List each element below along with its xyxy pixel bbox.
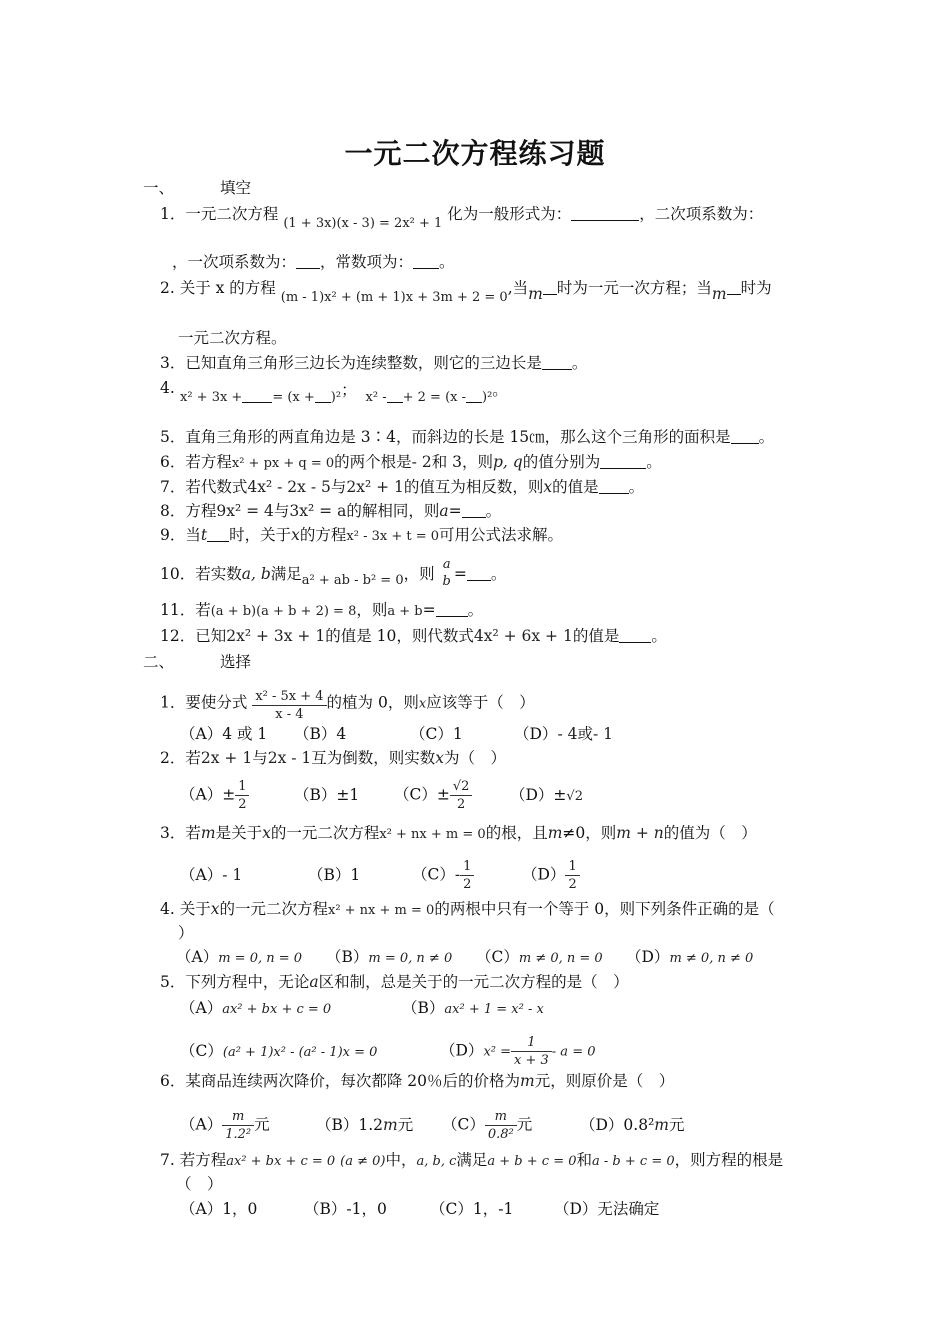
question-text: 的值为（ ） [663, 824, 757, 842]
option-a[interactable]: （A）1，0 [180, 1200, 258, 1218]
question-text: 的值是 10，则代数式 [325, 627, 474, 645]
expression: 4x² + 6x + 1 [473, 627, 573, 645]
equation: a² + ab - b² = 0 [301, 573, 404, 588]
equation: x² + px + q = 0 [231, 456, 335, 471]
question-text: ，则 [403, 565, 435, 583]
question-text: 11．若 [160, 601, 211, 619]
question-text: 元，则原价是（ ） [534, 1072, 675, 1090]
equation-part: = (x + [272, 390, 315, 405]
equation: x² - 3x + t = 0 [346, 529, 440, 544]
question-text: 中， [385, 1151, 417, 1169]
fill-question-3 [160, 353, 587, 373]
variable: m [200, 824, 216, 842]
question-text: ≠0，则 [562, 824, 617, 842]
fill-question-1 [160, 204, 764, 231]
answer-blank[interactable] [462, 502, 486, 518]
choice-question-7-cont: （ ） [176, 1175, 223, 1193]
equation-part: )² [482, 390, 493, 405]
fill-question-6 [160, 452, 662, 474]
option-label: （B）1.2 [316, 1115, 384, 1134]
option-label: （A） [176, 948, 219, 966]
option-d[interactable] [514, 724, 613, 744]
denominator: 2 [238, 797, 247, 812]
equation: x² + nx + m = 0 [327, 903, 435, 918]
question-text: 6．若方程 [160, 453, 232, 471]
equation: 9x² = 4 [216, 502, 274, 520]
question-text: 7．若代数式 [160, 478, 248, 496]
equation-part: x² = [483, 1044, 512, 1060]
punctuation: 。 [651, 627, 667, 645]
option-c[interactable] [180, 1041, 440, 1063]
fill-question-4-equations [180, 381, 508, 408]
variable: m [520, 1072, 535, 1090]
choice-question-5 [160, 972, 629, 992]
fraction [485, 1108, 517, 1143]
question-text: 5．直角三角形的两直角边是 3∶4，而斜边的长是 15㎝，那么这个三角形的面积是 [160, 428, 731, 446]
value: √2 [566, 788, 583, 804]
question-text: 3．若 [160, 824, 201, 842]
option-label: （D） [440, 1041, 484, 1060]
option-b[interactable]: （B）±1 [294, 785, 360, 804]
condition: (a ≠ 0) [340, 1154, 386, 1169]
question-text: 的两根中只有一个等于 0，则下列条件正确的是（ [434, 900, 775, 918]
option-c[interactable]: （C）1，-1 [430, 1200, 514, 1218]
punctuation: ； [341, 381, 357, 399]
question-text: = [453, 565, 467, 583]
numerator: a [442, 557, 451, 572]
section-choice-heading [143, 652, 251, 672]
option-label: （B） [402, 999, 445, 1017]
option-d[interactable] [626, 947, 753, 969]
denominator: x + 3 [514, 1053, 549, 1068]
equation: a + b + c = 0 [487, 1154, 577, 1169]
expression: 2x - 1 [267, 749, 312, 767]
unit: 元 [669, 1115, 685, 1134]
question-text: 化为一般形式为： [447, 205, 572, 223]
option-label: （A） [180, 999, 223, 1017]
fraction [565, 858, 579, 893]
option-c[interactable] [394, 778, 510, 813]
question-text: 9．当 [160, 526, 201, 544]
question-text: 8．方程 [160, 502, 217, 520]
choice-question-7 [160, 1150, 783, 1172]
choice-5-options-row2 [180, 1034, 596, 1069]
variable: x [210, 900, 220, 918]
answer-blank[interactable] [436, 601, 468, 617]
variable: x [543, 478, 553, 496]
option-a[interactable] [176, 947, 326, 969]
punctuation: 。 [439, 253, 455, 271]
choice-2-options [180, 778, 583, 813]
section-number: 二、 [143, 653, 175, 671]
option-c[interactable] [476, 947, 626, 969]
expression: m + n [616, 824, 664, 842]
fraction-a-over-b [440, 556, 454, 590]
fill-question-7 [160, 477, 644, 497]
numerator: 1 [460, 858, 474, 876]
option-d[interactable] [522, 858, 580, 893]
fill-question-12 [160, 626, 667, 646]
question-text: 5．下列方程中，无论 [160, 973, 310, 991]
answer-blank[interactable] [599, 478, 629, 494]
variable: m [547, 824, 563, 842]
choice-question-3 [160, 823, 757, 845]
expression: 2x² + 3x + 1 [226, 627, 326, 645]
question-text: 为（ ） [444, 749, 507, 767]
question-text: 的两个根是 [334, 453, 412, 471]
answer-blank[interactable] [466, 387, 482, 403]
punctuation: 。 [490, 565, 507, 583]
unit: 元 [516, 1115, 533, 1134]
section-label: 填空 [220, 179, 252, 197]
equation: (m - 1)x² + (m + 1)x + 3m + 2 = 0 [280, 290, 508, 305]
answer-blank[interactable] [600, 453, 646, 469]
question-text: ，二次项系数为： [639, 205, 764, 223]
question-text: 是关于 [215, 824, 263, 842]
variable: m [528, 285, 543, 303]
fill-question-5 [160, 427, 774, 447]
choice-1-options [180, 724, 613, 744]
question-text: 满足 [456, 1151, 488, 1169]
option-c[interactable] [442, 1108, 580, 1143]
question-text: 的值是 [552, 478, 599, 496]
variable: a [439, 502, 449, 520]
option-label: （B） [326, 948, 369, 966]
choice-4-options [176, 947, 753, 969]
question-text: 的值是 [572, 627, 620, 645]
fraction [450, 778, 473, 813]
option-label: （D） [522, 865, 566, 884]
option-label: （D）0.8² [580, 1115, 655, 1134]
option-label: （C） [412, 865, 455, 884]
question-text: ，一次项系数为： [172, 253, 297, 271]
equation: ax² + bx + c = 0 [222, 1002, 332, 1017]
question-text: 区和制，总是关于的一元二次方程的是（ ） [318, 973, 629, 991]
denominator: 2 [463, 877, 472, 892]
question-text: ，常数项为： [320, 253, 414, 271]
expression: 2x + 1 [200, 749, 253, 767]
unit: 元 [254, 1115, 270, 1134]
choice-7-options [180, 1199, 659, 1219]
denominator: 2 [568, 877, 577, 892]
variable: x [418, 696, 427, 712]
question-text: 的解相同，则 [346, 502, 440, 520]
question-number: 4. [160, 379, 175, 397]
question-text: 可用公式法求解。 [439, 526, 564, 544]
numerator: 1 [565, 858, 579, 876]
answer-blank[interactable] [543, 279, 557, 295]
fraction [252, 688, 326, 723]
question-text: 应该等于（ ） [426, 693, 535, 712]
value: - 1 [222, 865, 243, 884]
value: - 1 [592, 725, 614, 743]
answer-blank[interactable] [413, 253, 439, 269]
question-text: 2．若 [160, 749, 201, 767]
option-c[interactable] [412, 858, 522, 893]
question-text: ,当 [507, 279, 529, 297]
denominator: 0.8² [487, 1127, 514, 1142]
equation-part: - a = 0 [551, 1044, 596, 1060]
numerator: m [222, 1108, 254, 1126]
answer-blank[interactable] [242, 387, 272, 403]
question-text: = [422, 601, 436, 619]
option-b[interactable] [326, 947, 476, 969]
punctuation: 。 [485, 502, 502, 520]
page-title: 一元二次方程练习题 [344, 137, 606, 170]
denominator: b [442, 574, 451, 589]
question-text: = [448, 502, 462, 520]
answer-blank[interactable] [542, 354, 572, 370]
answer-blank[interactable] [296, 253, 320, 269]
question-text: 的方程 [299, 526, 347, 544]
question-text: 3．已知直角三角形三边长为连续整数，则它的三边长是 [160, 354, 542, 372]
numerator: 1 [235, 778, 249, 796]
question-text: 4. 关于 [160, 900, 211, 918]
equation: ax² + 1 = x² - x [444, 1002, 544, 1017]
choice-question-4-cont: ） [178, 924, 194, 942]
fill-question-11 [160, 600, 483, 622]
option-b[interactable] [402, 998, 544, 1020]
question-text: 或 [577, 725, 593, 743]
fraction [511, 1034, 552, 1069]
numerator: √2 [450, 778, 473, 796]
variable: x [435, 749, 445, 767]
question-text: 和 3，则 [431, 453, 493, 471]
answer-blank[interactable] [731, 428, 759, 444]
option-label: （C） [180, 1041, 223, 1060]
choice-question-4 [160, 899, 775, 921]
numerator: m [485, 1108, 517, 1126]
question-text: 与 [330, 478, 347, 496]
equation: (1 + 3x)(x - 3) = 2x² + 1 [283, 216, 443, 231]
option-label: （A） [180, 1115, 223, 1134]
question-text: 的根，且 [485, 824, 548, 842]
equation: a - b + c = 0 [592, 1154, 675, 1169]
question-text: 时为一元一次方程；当 [556, 279, 712, 297]
choice-question-1 [160, 686, 535, 721]
option-label: （C） [442, 1115, 485, 1134]
denominator: x - 4 [275, 707, 304, 722]
option-b[interactable]: （B）-1，0 [304, 1200, 387, 1218]
question-text: 与 [273, 502, 290, 520]
fill-question-8 [160, 501, 501, 521]
variable: m [383, 1115, 398, 1134]
variables: a, b, c [416, 1154, 457, 1169]
expression: 4x² - 2x - 5 [247, 478, 331, 496]
option-b[interactable] [316, 1115, 442, 1135]
question-text: ，则方程的根是 [674, 1151, 784, 1169]
fill-question-10 [160, 558, 506, 592]
question-text: 的一元二次方程 [270, 824, 380, 842]
condition: m = 0, n ≠ 0 [368, 951, 453, 966]
option-label: （A） [180, 865, 223, 884]
equation: (a + b)(a + b + 2) = 8 [210, 604, 357, 619]
condition: m ≠ 0, n = 0 [518, 951, 603, 966]
condition: m = 0, n = 0 [218, 951, 303, 966]
question-text: 的值互为相反数，则 [403, 478, 544, 496]
choice-6-options [180, 1108, 685, 1143]
option-a[interactable] [180, 778, 294, 813]
variable: x [262, 824, 271, 842]
numerator: x² - 5x + 4 [252, 688, 326, 706]
punctuation: 。 [571, 354, 588, 372]
option-label: （C） [476, 948, 519, 966]
fraction [222, 1108, 254, 1143]
denominator: 1.2² [225, 1127, 252, 1142]
answer-blank[interactable] [207, 526, 229, 542]
option-label: （D）± [510, 785, 567, 804]
option-b[interactable]: （B）1 [308, 865, 361, 884]
option-label: （D） [514, 725, 558, 743]
fraction [235, 778, 249, 813]
question-text: 互为倒数，则实数 [311, 749, 436, 767]
unit: 元 [397, 1115, 414, 1134]
question-text: 12．已知 [160, 627, 227, 645]
numerator: 1 [511, 1034, 552, 1052]
section-label: 选择 [220, 653, 252, 671]
fill-question-4 [160, 378, 175, 398]
question-text: 满足 [270, 565, 302, 583]
option-d[interactable] [580, 1115, 685, 1135]
fill-question-2-cont: 一元二次方程。 [178, 329, 287, 347]
variable: x [291, 526, 300, 544]
question-text: 1．一元二次方程 [160, 205, 279, 223]
minus-sign: - [454, 865, 461, 884]
question-text: ，则 [356, 601, 388, 619]
choice-question-6 [160, 1071, 674, 1091]
option-b[interactable]: （B）4 [294, 725, 347, 743]
equation: 3x² = a [289, 502, 347, 520]
variables: a, b [241, 565, 271, 583]
fill-question-1-cont [172, 252, 455, 272]
answer-blank[interactable] [315, 387, 331, 403]
equation-part: x² + 3x + [180, 390, 243, 405]
expression: a + b [387, 604, 423, 619]
variables: p, q [492, 453, 523, 471]
question-text: 和 [576, 1151, 593, 1169]
option-a[interactable] [180, 1108, 316, 1143]
punctuation: 。 [492, 381, 508, 399]
question-text: 时，关于 [229, 526, 292, 544]
choice-5-options-row1 [180, 998, 544, 1020]
fill-question-9 [160, 525, 563, 547]
option-label: （C）± [394, 785, 450, 804]
option-d[interactable] [510, 785, 583, 807]
question-text: 10．若实数 [160, 565, 242, 583]
option-a[interactable] [180, 998, 402, 1020]
choice-question-2 [160, 748, 506, 768]
value: - 2 [411, 453, 432, 471]
denominator: 2 [457, 797, 466, 812]
option-a[interactable] [180, 865, 308, 885]
fill-question-2 [160, 278, 772, 305]
variable: t [200, 526, 208, 544]
option-label: （D） [626, 948, 670, 966]
option-a[interactable]: （A）4 或 1 [180, 725, 268, 743]
choice-3-options [180, 858, 580, 893]
equation: (a² + 1)x² - (a² - 1)x = 0 [222, 1044, 378, 1060]
equation-part: x² - [365, 390, 387, 405]
condition: m ≠ 0, n ≠ 0 [669, 951, 754, 966]
answer-blank[interactable] [467, 565, 491, 581]
question-text: 2. 关于 x 的方程 [160, 279, 276, 297]
equation-part: + 2 = (x - [402, 390, 466, 405]
option-label: （A）± [180, 785, 236, 804]
variable: a [309, 973, 319, 991]
answer-blank[interactable] [619, 627, 651, 643]
option-d[interactable]: （D）无法确定 [554, 1200, 660, 1218]
equation-part: )² [330, 390, 342, 405]
fraction [460, 858, 474, 893]
option-d[interactable] [440, 1034, 596, 1069]
section-number: 一、 [143, 179, 175, 197]
punctuation: 。 [646, 453, 662, 471]
question-text: 的一元二次方程 [219, 900, 328, 918]
expression: 2x² + 1 [346, 478, 404, 496]
option-c[interactable]: （C）1 [410, 725, 463, 743]
question-text: 的值分别为 [522, 453, 601, 471]
answer-blank[interactable] [727, 279, 741, 295]
punctuation: 。 [467, 601, 484, 619]
value: - 4 [557, 725, 578, 743]
punctuation: 。 [758, 428, 775, 446]
variable: m [711, 285, 727, 303]
answer-blank[interactable] [571, 205, 639, 221]
answer-blank[interactable] [387, 387, 403, 403]
section-fill-heading [143, 178, 251, 198]
question-text: 1．要使分式 [160, 693, 248, 712]
question-text: 时为 [740, 279, 772, 297]
question-text: 与 [252, 749, 268, 767]
question-text: 7. 若方程 [160, 1151, 227, 1169]
question-text: 6．某商品连续两次降价，每次都降 20％后的价格为 [160, 1072, 521, 1090]
equation: x² + nx + m = 0 [379, 827, 486, 842]
equation: ax² + bx + c = 0 [226, 1154, 336, 1169]
punctuation: 。 [628, 478, 645, 496]
variable: m [654, 1115, 669, 1134]
question-text: 的植为 0，则 [326, 693, 419, 712]
